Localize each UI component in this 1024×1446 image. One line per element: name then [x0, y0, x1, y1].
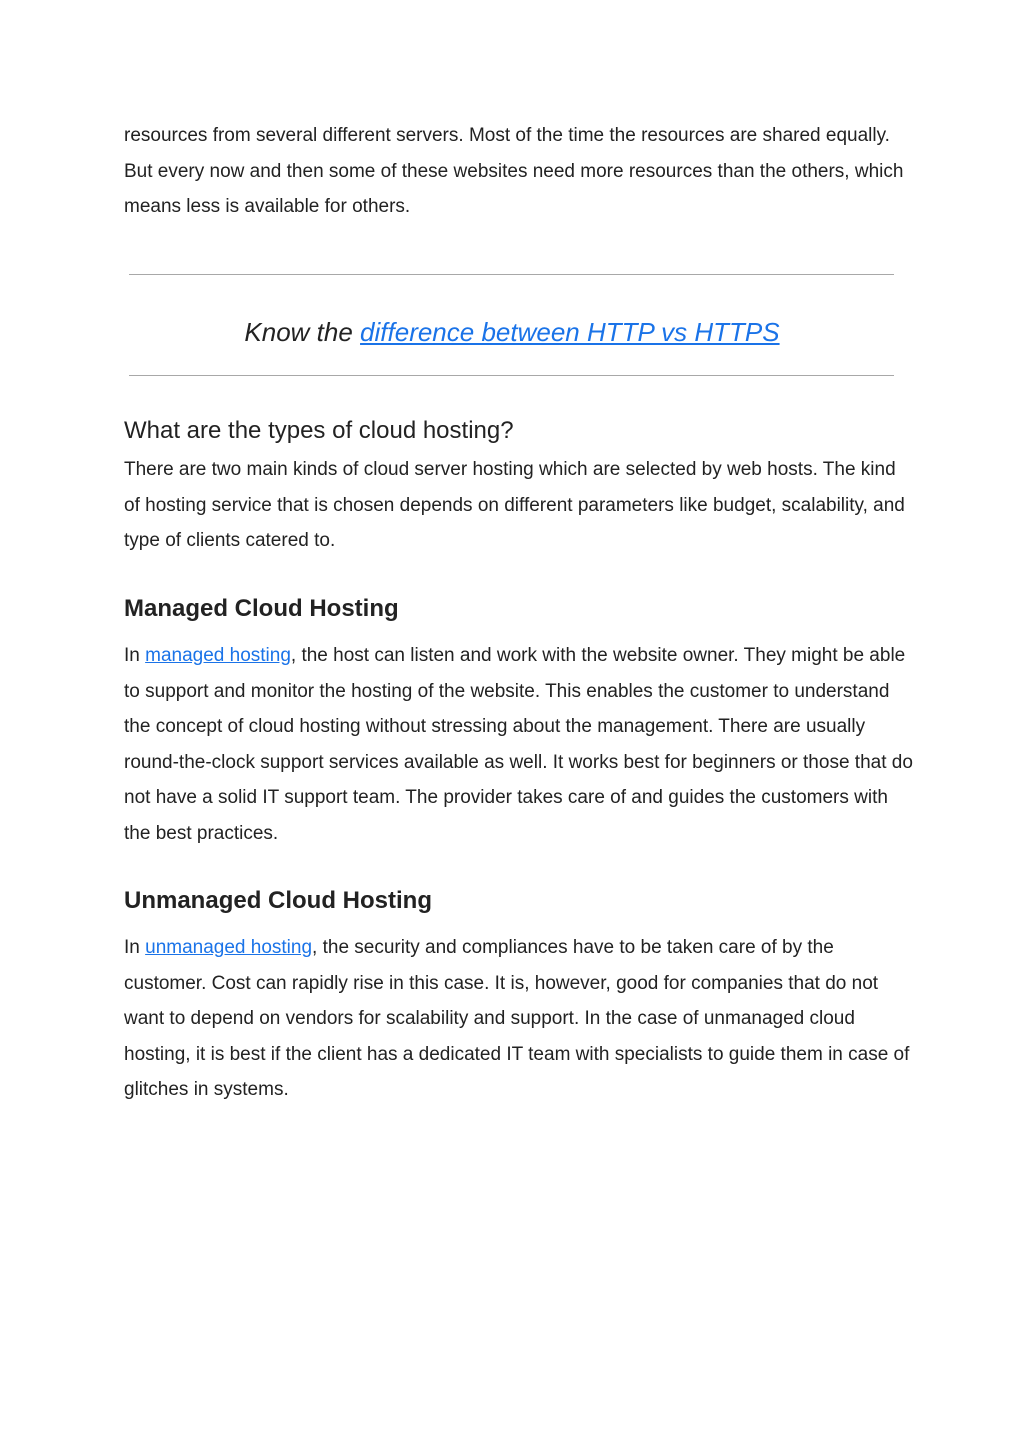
callout-line: [0, 312, 1024, 352]
managed-lead: In: [124, 645, 146, 666]
unmanaged-hosting-link[interactable]: unmanaged hosting: [145, 937, 313, 958]
managed-heading: Managed Cloud Hosting: [124, 595, 399, 622]
unmanaged-lead: In: [124, 937, 146, 958]
unmanaged-body: , the security and compliances have to be taken care of by the customer. Cost can rapidly rise in this case. It is, however, good for companies that do not want to depend on vendors for scalability and support. In the case of unmanaged cloud hosting, it is best if the client has a dedicated IT team with specialists to guide them in case of glitches in systems.: [124, 937, 910, 1101]
intro-paragraph: resources from several different servers. Most of the time the resources are shared equally. But every now and then some of these websites need more resources than the others, which means less is available for others.: [124, 125, 904, 218]
divider-bottom: [129, 375, 894, 376]
unmanaged-heading: Unmanaged Cloud Hosting: [124, 887, 432, 914]
types-paragraph: There are two main kinds of cloud server hosting which are selected by web hosts. The kind of hosting service that is chosen depends on different parameters like budget, scalability, and type of clients catered to.: [124, 459, 905, 552]
callout-prefix: Know the: [244, 317, 361, 347]
unmanaged-paragraph: [124, 930, 914, 1108]
divider-top: [129, 274, 894, 275]
http-vs-https-link[interactable]: difference between HTTP vs HTTPS: [360, 317, 780, 347]
managed-body: , the host can listen and work with the website owner. They might be able to support and monitor the hosting of the website. This enables the customer to understand the concept of cloud hosting without stressing about the management. There are usually round-the-clock support services available as well. It works best for beginners or those that do not have a solid IT support team. The provider takes care of and guides the customers with the best practices.: [124, 645, 913, 844]
managed-paragraph: [124, 638, 914, 852]
types-heading: What are the types of cloud hosting?: [124, 417, 514, 444]
managed-hosting-link[interactable]: managed hosting: [145, 645, 291, 666]
